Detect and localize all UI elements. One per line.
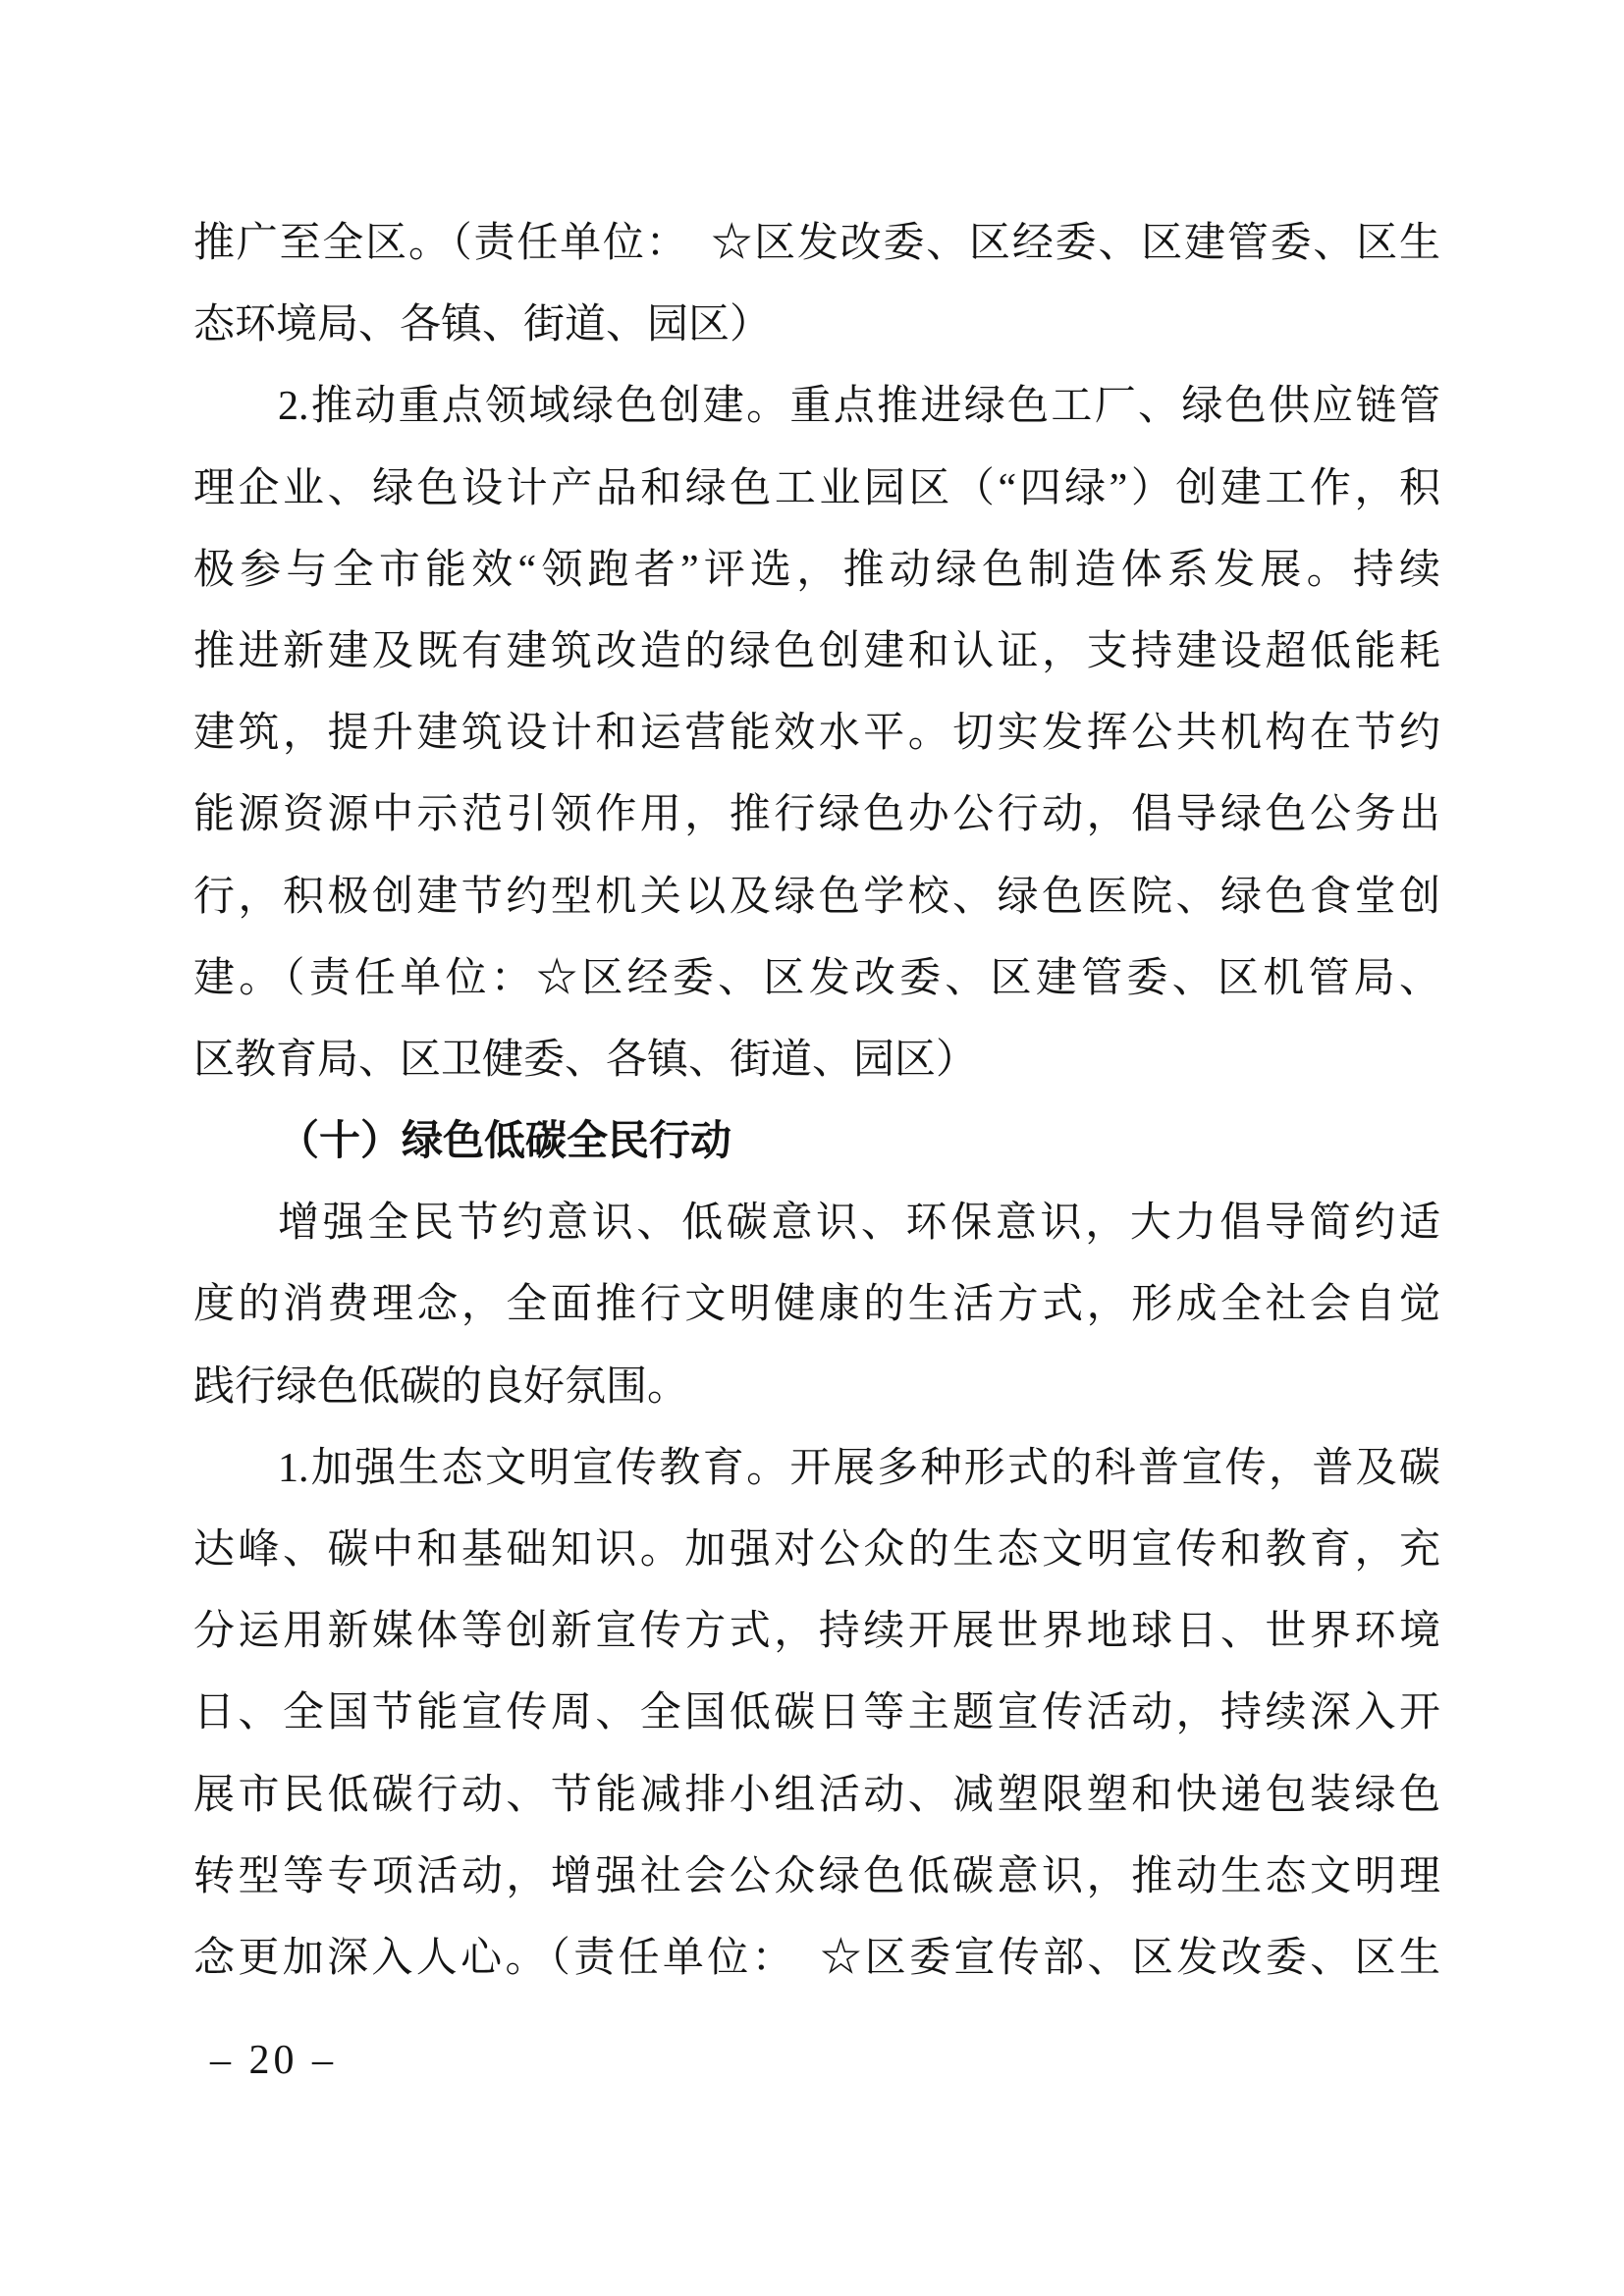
- text-line: 建。（责任单位：☆区经委、区发改委、区建管委、区机管局、: [193, 955, 1440, 1001]
- text-line: 区教育局、区卫健委、各镇、街道、园区）: [193, 1037, 978, 1083]
- document-body: [193, 203, 1440, 2000]
- text-line: 极参与全市能效“领跑者”评选，推动绿色制造体系发展。持续: [193, 547, 1440, 593]
- text-line: 分运用新媒体等创新宣传方式，持续开展世界地球日、世界环境: [193, 1609, 1440, 1655]
- text-line: 2.推动重点领域绿色创建。重点推进绿色工厂、绿色供应链管: [278, 384, 1440, 430]
- text-line: 推广至全区。（责任单位： ☆区发改委、区经委、区建管委、区生: [193, 221, 1440, 266]
- text-line: 能源资源中示范引领作用，推行绿色办公行动，倡导绿色公务出: [193, 792, 1440, 838]
- text-line: 行，积极创建节约型机关以及绿色学校、绿色医院、绿色食堂创: [193, 874, 1440, 920]
- text-line: 念更加深入人心。（责任单位： ☆区委宣传部、区发改委、区生: [193, 1935, 1440, 1981]
- text-line: 度的消费理念，全面推行文明健康的生活方式，形成全社会自觉: [193, 1282, 1440, 1328]
- text-line: 转型等专项活动，增强社会公众绿色低碳意识，推动生态文明理: [193, 1853, 1440, 1899]
- text-line: 达峰、碳中和基础知识。加强对公众的生态文明宣传和教育，充: [193, 1527, 1440, 1573]
- page-number: – 20 –: [210, 2038, 337, 2083]
- text-line: 1.加强生态文明宣传教育。开展多种形式的科普宣传，普及碳: [278, 1445, 1440, 1491]
- text-line: 建筑，提升建筑设计和运营能效水平。切实发挥公共机构在节约: [193, 711, 1440, 757]
- text-line: 日、全国节能宣传周、全国低碳日等主题宣传活动，持续深入开: [193, 1690, 1440, 1736]
- section-heading: （十）绿色低碳全民行动: [278, 1119, 732, 1165]
- text-line: 态环境局、各镇、街道、园区）: [193, 302, 772, 348]
- text-line: 展市民低碳行动、节能减排小组活动、减塑限塑和快递包装绿色: [193, 1772, 1440, 1818]
- text-line: 理企业、绿色设计产品和绿色工业园区（“四绿”）创建工作，积: [193, 465, 1440, 511]
- text-line: 推进新建及既有建筑改造的绿色创建和认证，支持建设超低能耗: [193, 628, 1440, 674]
- text-line: 践行绿色低碳的良好氛围。: [193, 1363, 689, 1410]
- text-line: 增强全民节约意识、低碳意识、环保意识，大力倡导简约适: [278, 1201, 1440, 1247]
